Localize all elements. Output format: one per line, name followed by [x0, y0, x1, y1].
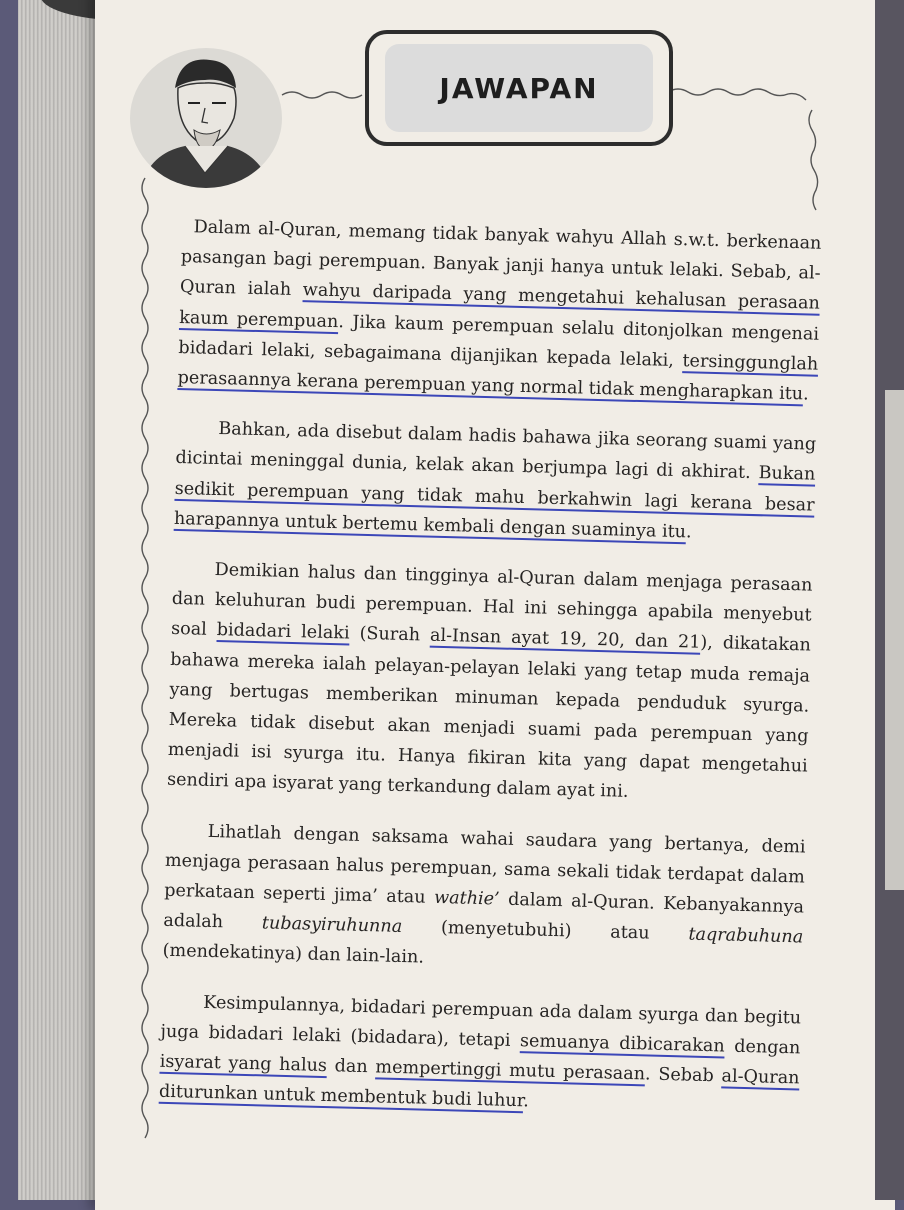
italic-text: taqrabuhuna [688, 924, 804, 948]
paragraph-4 [162, 815, 806, 983]
text-segment: . [685, 522, 692, 543]
author-portrait-icon [130, 48, 282, 188]
italic-text: tubasyiruhunna [261, 913, 403, 938]
paragraph-1 [177, 212, 822, 410]
body-text [159, 212, 822, 1124]
text-segment: Demikian halus dan tingginya al-Quran dalam menjaga perasaan dan keluhuran budi perempuan. Hal ini sehingga apabila menyebut soal [170, 560, 813, 641]
italic-text: wathie’ [433, 887, 500, 910]
title-box [365, 30, 673, 146]
text-segment: dalam al-Quran. Kebanyakannya adalah [163, 889, 805, 934]
underlined-text: wahyu daripada yang mengetahui kehalusan perasaan kaum perempuan [178, 280, 821, 332]
text-segment: Kesimpulannya, bidadari perempuan ada dalam syurga dan begitu juga bidadari lelaki (bidadara), tetapi [160, 992, 802, 1052]
text-segment: . Sebab [644, 1064, 722, 1087]
paragraph-3 [167, 554, 813, 812]
text-segment: . Jika kaum perempuan selalu ditonjolkan mengenai bidadari lelaki, sebagaimana dijanjikan kepada lelaki, [178, 311, 820, 371]
text-segment: dengan [724, 1036, 801, 1059]
underlined-text: Bukan sedikit perempuan yang tidak mahu berkahwin lagi kerana besar harapannya untuk bertemu kembali dengan suaminya itu [173, 463, 816, 543]
text-segment: . [802, 384, 809, 405]
text-segment: (menyetubuhi) atau [401, 917, 689, 945]
underlined-text: al-Insan ayat 19, 20, dan 21 [429, 626, 701, 654]
text-segment: (Surah [349, 623, 431, 647]
underlined-text: mempertinggi mutu perasaan [375, 1057, 646, 1085]
text-segment: . [522, 1091, 530, 1112]
wavy-border-left [142, 178, 148, 1138]
text-segment: Lihatlah dengan saksama wahai saudara yang bertanya, demi menjaga perasaan halus perempuan, sama sekali tidak terdapat dalam perkataan seperti jima’ atau [163, 821, 806, 908]
page-title: JAWAPAN [385, 44, 653, 132]
underlined-text: tersinggunglah perasaannya kerana perempuan yang normal tidak mengharapkan itu [177, 350, 819, 405]
text-segment: (mendekatinya) dan lain-lain. [162, 941, 425, 969]
underlined-text: bidadari lelaki [216, 620, 350, 644]
underlined-text: semuanya dibicarakan [519, 1031, 725, 1057]
paragraph-5 [159, 986, 802, 1124]
text-segment: Dalam al-Quran, memang tidak banyak wahyu Allah s.w.t. berkenaan pasangan bagi perempuan. Banyak janji hanya untuk lelaki. Sebab, al-Quran ialah [179, 217, 822, 301]
underlined-text: isyarat yang halus [159, 1051, 328, 1077]
paragraph-2 [174, 413, 817, 551]
underlined-text: al-Quran diturunkan untuk membentuk budi luhur [158, 1066, 800, 1112]
text-segment: Bahkan, ada disebut dalam hadis bahawa jika seorang suami yang dicintai meninggal dunia, kelak akan berjumpa lagi di akhirat. [175, 419, 817, 484]
wavy-border-top-left [282, 92, 362, 98]
wavy-border-right [809, 110, 818, 210]
text-segment: dan [326, 1056, 376, 1078]
text-segment: ), dikatakan bahawa mereka ialah pelayan-pelayan lelaki yang tetap muda remaja yang bertugas memberikan minuman kepada penduduk syurga. Mereka tidak disebut akan menjadi suami pada perempuan yang menjadi isi syurga itu. Hanya fikiran kita yang dapat mengetahui sendiri apa isyarat yang terkandung dalam ayat ini. [166, 633, 812, 803]
author-portrait [130, 48, 282, 188]
wavy-border-top-right [668, 89, 806, 100]
